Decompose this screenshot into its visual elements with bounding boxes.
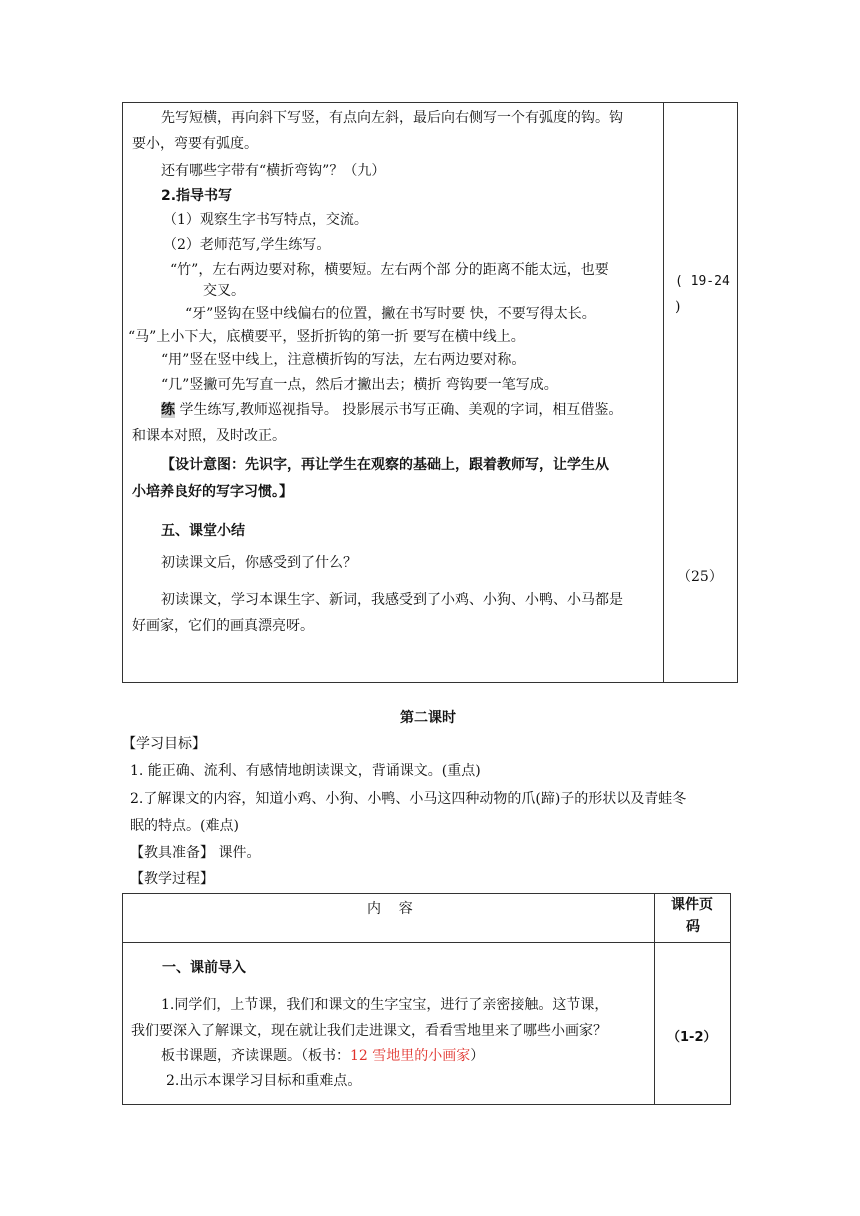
text-line: “牙”竖钩在竖中线偏右的位置，撇在书写时要 快，不要写得太长。 <box>185 306 596 322</box>
prep-text: 课件。 <box>218 845 261 861</box>
page-ref: ) <box>675 299 681 315</box>
goals-heading: 【学习目标】 <box>122 736 206 752</box>
section-title: 第二课时 <box>400 710 456 726</box>
column-divider <box>654 894 655 1104</box>
text-line: “马”上小下大，底横要平，竖折折钩的第一折 要写在横中线上。 <box>128 329 525 345</box>
text-line <box>161 403 622 417</box>
text-line: “用”竖在竖中线上，注意横折钩的写法，左右两边要对称。 <box>161 352 526 368</box>
text-line: 还有哪些字带有“横折弯钩”？（九） <box>161 163 386 179</box>
section-heading: 五、课堂小结 <box>161 523 245 539</box>
text-line-body: 学生练写,教师巡视指导。 投影展示书写正确、美观的字词，相互借鉴。 <box>179 402 623 418</box>
text-line: 2.出示本课学习目标和重难点。 <box>166 1073 362 1089</box>
text-line: （2）老师范写,学生练写。 <box>163 237 331 253</box>
page-ref: （25） <box>677 569 723 585</box>
text-line: “竹”，左右两边要对称，横要短。左右两个部 分的距离不能太远，也要 <box>170 262 609 278</box>
text-line: （1）观察生字书写特点，交流。 <box>163 212 368 228</box>
goal-item: 眠的特点。(难点) <box>130 818 239 834</box>
column-header-page: 码 <box>686 919 700 935</box>
header-divider <box>123 942 730 943</box>
text-line: 我们要深入了解课文，现在就让我们走进课文，看看雪地里来了哪些小画家？ <box>131 1023 607 1039</box>
subheading: 2.指导书写 <box>161 188 233 204</box>
text-line: “几”竖撇可先写直一点，然后才撇出去；横折 弯钩要一笔写成。 <box>161 377 558 393</box>
practice-mark: 练 <box>161 402 175 418</box>
prep-line <box>130 846 260 860</box>
text-line: 交叉。 <box>203 283 245 299</box>
text-line: 初读课文后，你感受到了什么？ <box>161 555 357 571</box>
design-intent: 【设计意图：先识字，再让学生在观察的基础上，跟着教师写，让学生从 <box>161 457 609 473</box>
board-text: 板书课题，齐读课题。（板书： <box>161 1048 350 1064</box>
goal-item: 2.了解课文的内容，知道小鸡、小狗、小鸭、小马这四种动物的爪(蹄)子的形状以及青蛙冬 <box>130 791 687 807</box>
step-heading: 一、课前导入 <box>162 960 246 976</box>
page-ref: （1-2） <box>667 1030 717 1045</box>
column-header-content: 内 容 <box>367 901 413 917</box>
board-title: 12 雪地里的小画家 <box>350 1048 471 1064</box>
text-line: 初读课文，学习本课生字、新词，我感受到了小鸡、小狗、小鸭、小马都是 <box>161 592 623 608</box>
text-line: 好画家，它们的画真漂亮呀。 <box>132 618 314 634</box>
text-line: 1.同学们，上节课，我们和课文的生字宝宝，进行了亲密接触。这节课， <box>161 997 609 1013</box>
board-text-end: ） <box>470 1048 485 1064</box>
prep-heading: 【教具准备】 <box>130 845 214 861</box>
process-heading: 【教学过程】 <box>130 871 214 887</box>
text-line <box>161 1049 484 1063</box>
text-line: 要小，弯要有弧度。 <box>132 136 258 152</box>
goal-item: 1. 能正确、流利、有感情地朗读课文，背诵课文。(重点) <box>130 763 481 779</box>
text-line: 先写短横，再向斜下写竖，有点向左斜，最后向右侧写一个有弧度的钩。钩 <box>161 110 623 126</box>
page-ref: ( 19-24 <box>675 274 730 289</box>
column-divider <box>663 103 664 682</box>
text-line: 和课本对照，及时改正。 <box>132 428 286 444</box>
design-intent: 小培养良好的写字习惯。】 <box>132 484 293 500</box>
column-header-page: 课件页 <box>671 897 713 913</box>
